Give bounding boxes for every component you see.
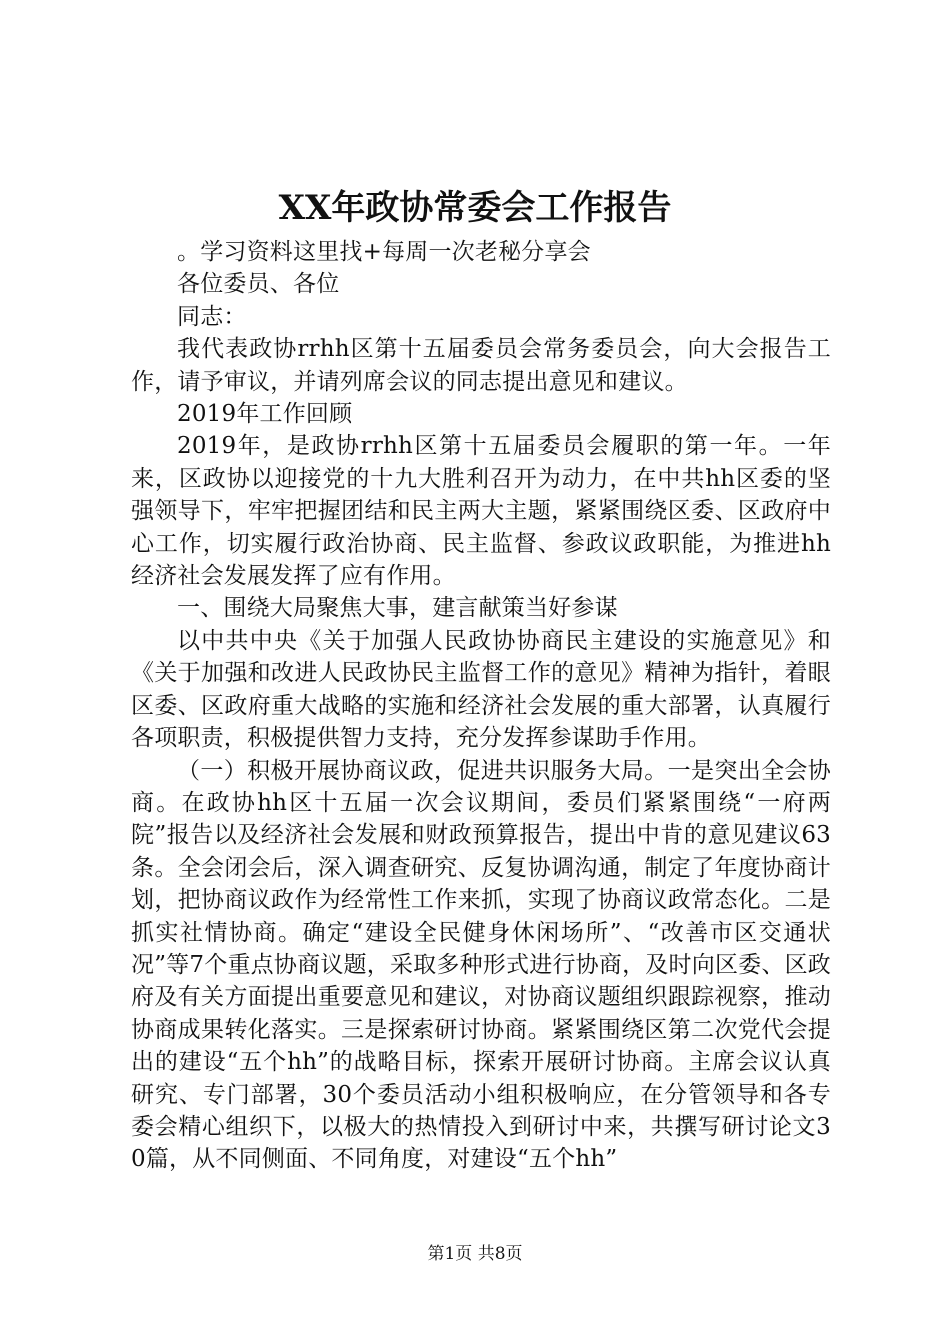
paragraph-section-one: 以中共中央《关于加强人民政协协商民主建设的实施意见》和《关于加强和改进人民政协民主监督工作的意见》精神为指针，着眼区委、区政府重大战略的实施和经济社会发展的重大部署，认真履行各项职责，积极提供智力支持，充分发挥参谋助手作用。 <box>131 627 831 752</box>
paragraph-subsection-one: （一）积极开展协商议政，促进共识服务大局。一是突出全会协商。在政协hh区十五届一次会议期间，委员们紧紧围绕“一府两院”报告以及经济社会发展和财政预算报告，提出中肯的意见建议63条。全会闭会后，深入调查研究、反复协调沟通，制定了年度协商计划，把协商议政作为经常性工作来抓，实现了协商议政常态化。二是抓实社情协商。确定“建设全民健身休闲场所”、“改善市区交通状况”等7个重点协商议题，采取多种形式进行协商，及时向区委、区政府及有关方面提出重要意见和建议，对协商议题组织跟踪视察，推动协商成果转化落实。三是探索研讨协商。紧紧围绕区第二次党代会提出的建设“五个hh”的战略目标，探索开展研讨协商。主席会议认真研究、专门部署，30个委员活动小组积极响应，在分管领导和各专委会精心组织下，以极大的热情投入到研讨中来，共撰写研讨论文30篇，从不同侧面、不同角度，对建设“五个hh” <box>131 757 831 1173</box>
paragraph-salutation-cont: 同志： <box>177 303 247 330</box>
paragraph-review: 2019年，是政协rrhh区第十五届委员会履职的第一年。一年来，区政协以迎接党的十九大胜利召开为动力，在中共hh区委的坚强领导下，牢牢把握团结和民主两大主题，紧紧围绕区委、区政府中心工作，切实履行政治协商、民主监督、参政议政职能，为推进hh经济社会发展发挥了应有作用。 <box>131 433 831 590</box>
document-title: XX年政协常委会工作报告 <box>278 188 672 228</box>
paragraph-salutation: 各位委员、各位 <box>177 271 340 298</box>
document-body <box>131 236 831 1176</box>
section-heading-review: 2019年工作回顾 <box>177 401 353 428</box>
paragraph-opening: 我代表政协rrhh区第十五届委员会常务委员会，向大会报告工作，请予审议，并请列席会议的同志提出意见和建议。 <box>131 336 831 395</box>
section-heading-one: 一、围绕大局聚焦大事，建言献策当好参谋 <box>177 595 618 622</box>
page-footer: 第1页 共8页 <box>427 1244 523 1264</box>
paragraph-intro-note: 。学习资料这里找+每周一次老秘分享会 <box>177 239 591 265</box>
